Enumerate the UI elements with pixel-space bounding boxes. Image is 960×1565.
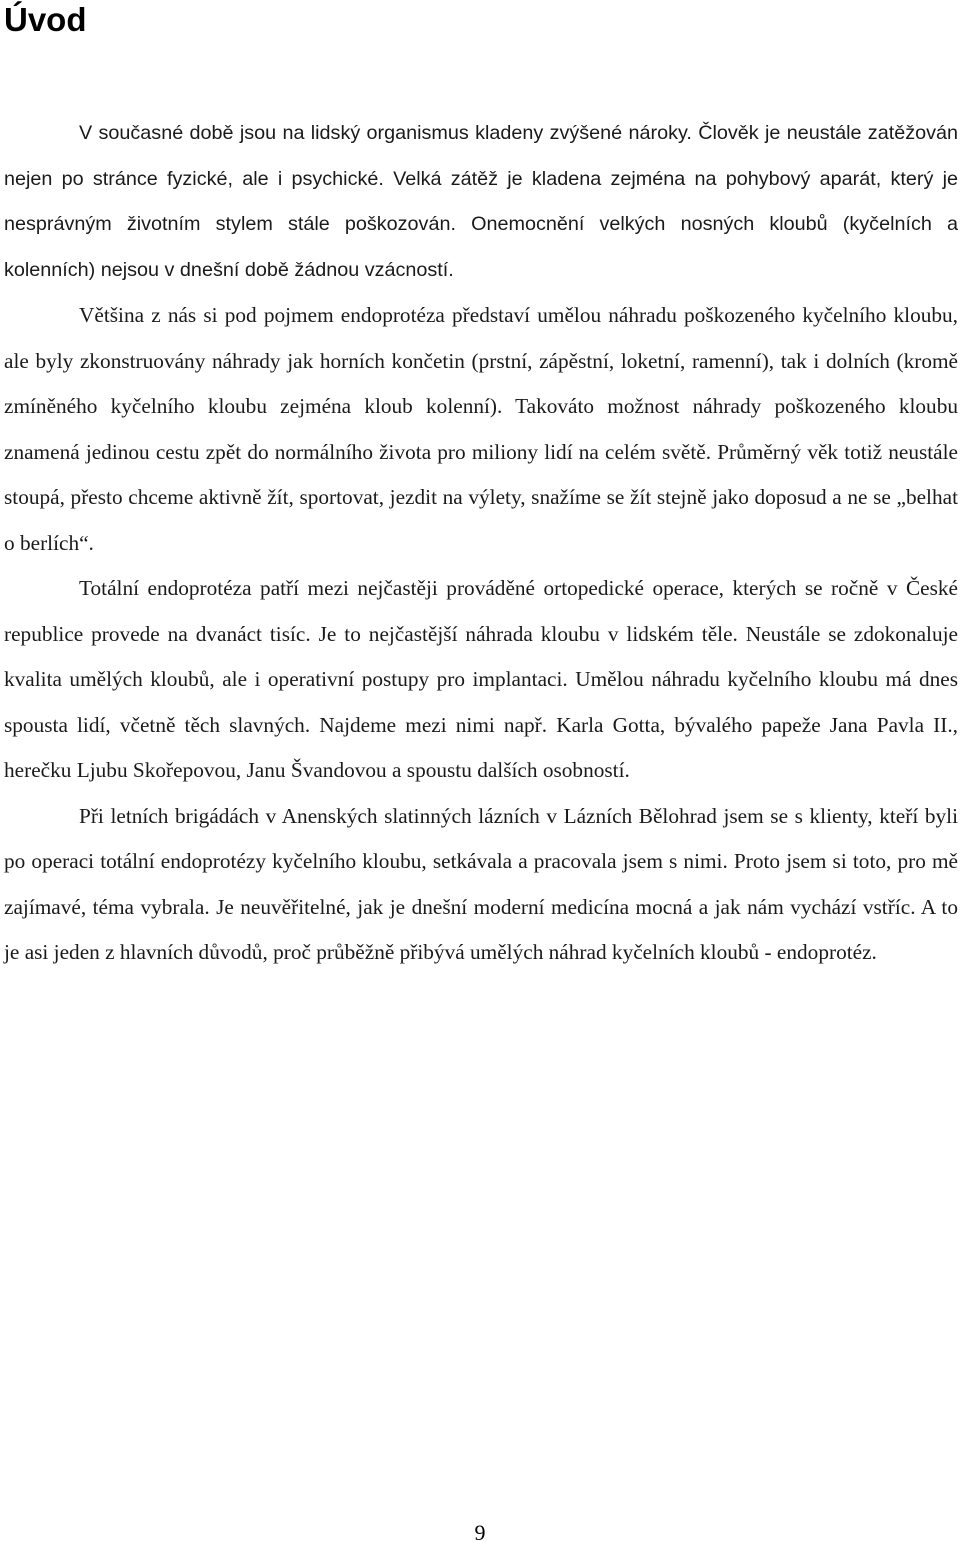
paragraph-3: Totální endoprotéza patří mezi nejčastěji prováděné ortopedické operace, kterých se ročně v České republice provede na dvanáct tisíc. Je to nejčastější náhrada kloubu v lidském těle. Neustále se zdokonaluje kvalita umělých kloubů, ale i operativní postupy pro implantaci. Umělou náhradu kyčelního kloubu má dnes spousta lidí, včetně těch slavných. Najdeme mezi nimi např. Karla Gotta, bývalého papeže Jana Pavla II., herečku Ljubu Skořepovou, Janu Švandovou a spoustu dalších osobností. bbox=[4, 576, 958, 782]
body-text bbox=[4, 111, 958, 976]
page-number: 9 bbox=[474, 1520, 486, 1545]
paragraph-1: V současné době jsou na lidský organismus kladeny zvýšené nároky. Člověk je neustále zatěžován nejen po stránce fyzické, ale i psychické. Velká zátěž je kladena zejména na pohybový aparát, který je nesprávným životním stylem stále poškozován. Onemocnění velkých nosných kloubů (kyčelních a kolenních) nejsou v dnešní době žádnou vzácností. bbox=[4, 122, 958, 281]
paragraph-2: Většina z nás si pod pojmem endoprotéza představí umělou náhradu poškozeného kyčelního kloubu, ale byly zkonstruovány náhrady jak horních končetin (prstní, zápěstní, loketní, ramenní), tak i dolních (kromě zmíněného kyčelního kloubu zejména kloub kolenní). Takováto možnost náhrady poškozeného kloubu znamená jedinou cestu zpět do normálního života pro miliony lidí na celém světě. Průměrný věk totiž neustále stoupá, přesto chceme aktivně žít, sportovat, jezdit na výlety, snažíme se žít stejně jako doposud a ne se „belhat o berlích“. bbox=[4, 303, 958, 555]
paragraph-4: Při letních brigádách v Anenských slatinných lázních v Lázních Bělohrad jsem se s klienty, kteří byli po operaci totální endoprotézy kyčelního kloubu, setkávala a pracovala jsem s nimi. Proto jsem si toto, pro mě zajímavé, téma vybrala. Je neuvěřitelné, jak je dnešní moderní medicína mocná a jak nám vychází vstříc. A to je asi jeden z hlavních důvodů, proč průběžně přibývá umělých náhrad kyčelních kloubů - endoprotéz. bbox=[4, 803, 958, 964]
section-heading: Úvod bbox=[4, 1, 87, 38]
